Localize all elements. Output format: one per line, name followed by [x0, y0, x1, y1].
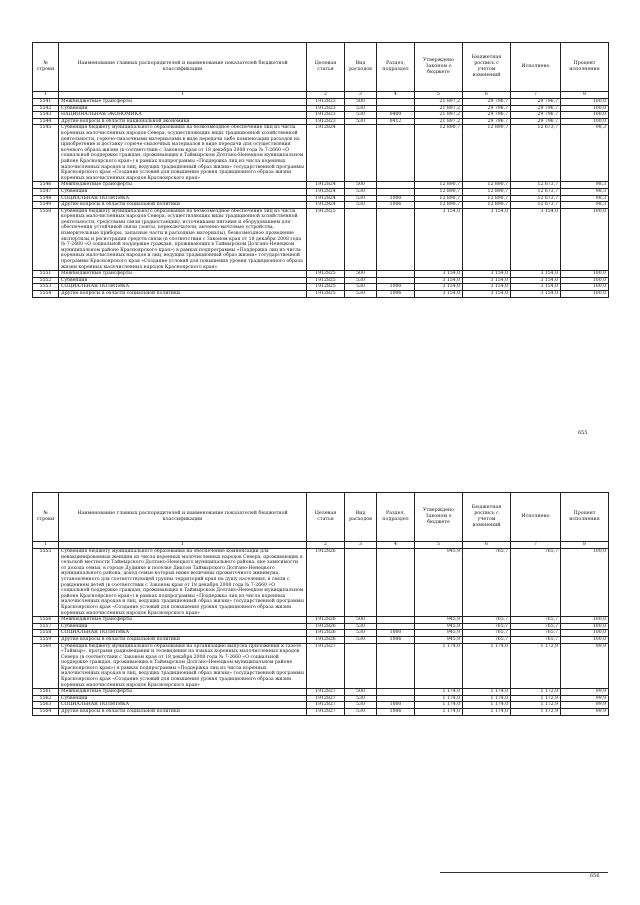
- cell-section: [377, 643, 415, 689]
- cell-name: Субвенция бюджету муниципального образования на безвозмездное обеспечение лиц из числа коренных малочисленных народов Севера, осуществляющих виды традиционной хозяйственной деятельности, средствами связи (радиостанции), источниками питания и оборудованием для обеспечения устойчивой связи (зонты, переключатели, антенно-мачтовые устройства, измерительные приборы, запасные части и расходные материалы), безвозмездное проведение экспертизы и регистрации средств связи (в соответствии с Законом края от 18 декабря 2008 года № 7-2660 «О социальной поддержке граждан, проживающих в Таймырском Долгано-Ненецком муниципальном районе Красноярского края») в рамках подпрограммы «Поддержка лиц из числа коренных малочисленных народов и лиц, ведущих традиционный образ жизни» государственной программы Красноярского края «Создание условий для повышения уровня традиционного образа жизни коренных малочисленных народов Красноярского края»: [59, 208, 307, 271]
- cell-target-article: 1912827: [307, 709, 345, 716]
- cell-executed: 765,7: [511, 623, 561, 630]
- page-number: 655: [578, 430, 588, 436]
- cell-section: 1000: [377, 195, 415, 202]
- cell-target-article: 1912827: [307, 702, 345, 709]
- cell-roster: 3 154,0: [463, 271, 511, 278]
- cell-approved: 945,9: [415, 630, 463, 637]
- header-num: № строки: [33, 493, 59, 542]
- cell-name: Другие вопросы в области социальной политики: [59, 709, 307, 716]
- cell-target-article: 1912823: [307, 105, 345, 112]
- cell-section: 1006: [377, 202, 415, 209]
- cell-percent: 100,0: [561, 277, 609, 284]
- header-percent: Процент исполнения: [561, 43, 609, 92]
- cell-roster: 765,7: [463, 617, 511, 624]
- cell-target-article: 1912824: [307, 182, 345, 189]
- cell-section: 1006: [377, 291, 415, 298]
- cell-approved: 21 897,2: [415, 105, 463, 112]
- cell-percent: 100,0: [561, 208, 609, 271]
- cell-expense-type: [345, 125, 377, 182]
- cell-executed: 3 154,0: [511, 271, 561, 278]
- cell-approved: 12 890,7: [415, 202, 463, 209]
- cell-executed: 12 673,7: [511, 195, 561, 202]
- cell-approved: 3 154,0: [415, 284, 463, 291]
- cell-percent: 98,3: [561, 188, 609, 195]
- cell-percent: 99,9: [561, 695, 609, 702]
- cell-name: Межбюджетные трансферты: [59, 689, 307, 696]
- cell-row-number: 5557: [33, 623, 59, 630]
- cell-expense-type: 530: [345, 202, 377, 209]
- column-number: 2: [307, 542, 345, 549]
- cell-executed: 1 172,9: [511, 643, 561, 689]
- cell-row-number: 5543: [33, 112, 59, 119]
- table-header-row: [33, 493, 609, 542]
- cell-target-article: 1912824: [307, 188, 345, 195]
- cell-executed: 3 154,0: [511, 277, 561, 284]
- cell-target-article: 1912827: [307, 643, 345, 689]
- table-row: [33, 709, 609, 716]
- cell-name: Субвенции: [59, 277, 307, 284]
- cell-name: Субвенции: [59, 105, 307, 112]
- cell-approved: 1 174,0: [415, 643, 463, 689]
- table-row: [33, 284, 609, 291]
- cell-section: [377, 689, 415, 696]
- cell-roster: 12 890,7: [463, 202, 511, 209]
- table-row: [33, 118, 609, 125]
- cell-row-number: 5541: [33, 99, 59, 106]
- cell-approved: 3 154,0: [415, 291, 463, 298]
- cell-executed: 765,7: [511, 549, 561, 617]
- cell-executed: 3 154,0: [511, 208, 561, 271]
- cell-roster: 1 174,0: [463, 709, 511, 716]
- cell-expense-type: 500: [345, 617, 377, 624]
- cell-expense-type: 500: [345, 689, 377, 696]
- cell-percent: 99,9: [561, 702, 609, 709]
- cell-section: [377, 182, 415, 189]
- cell-section: [377, 617, 415, 624]
- cell-name: СОЦИАЛЬНАЯ ПОЛИТИКА: [59, 630, 307, 637]
- cell-row-number: 5564: [33, 709, 59, 716]
- table-row: [33, 617, 609, 624]
- cell-executed: 765,7: [511, 636, 561, 643]
- table-row: [33, 105, 609, 112]
- cell-approved: 1 174,0: [415, 689, 463, 696]
- table-row: [33, 291, 609, 298]
- cell-section: 1000: [377, 630, 415, 637]
- cell-percent: 98,3: [561, 125, 609, 182]
- cell-percent: 98,3: [561, 202, 609, 209]
- table-row: [33, 202, 609, 209]
- table-header-row: [33, 43, 609, 92]
- column-number: 2: [307, 92, 345, 99]
- cell-expense-type: 530: [345, 105, 377, 112]
- cell-section: [377, 188, 415, 195]
- cell-row-number: 5560: [33, 643, 59, 689]
- column-number: 8: [561, 92, 609, 99]
- cell-target-article: 1912826: [307, 636, 345, 643]
- cell-roster: 12 890,7: [463, 195, 511, 202]
- cell-section: [377, 105, 415, 112]
- page-number: 656: [590, 873, 600, 879]
- cell-row-number: 5563: [33, 702, 59, 709]
- header-name: Наименование главных распорядителей и наименование показателей бюджетной классификации: [59, 493, 307, 542]
- column-number: 3: [345, 542, 377, 549]
- cell-executed: 3 154,0: [511, 291, 561, 298]
- cell-expense-type: 530: [345, 695, 377, 702]
- table-row: [33, 549, 609, 617]
- cell-row-number: 5545: [33, 125, 59, 182]
- column-number: 7: [511, 542, 561, 549]
- cell-target-article: 1912826: [307, 623, 345, 630]
- cell-executed: 1 172,9: [511, 702, 561, 709]
- cell-target-article: 1912823: [307, 99, 345, 106]
- cell-target-article: 1912825: [307, 291, 345, 298]
- cell-row-number: 5562: [33, 695, 59, 702]
- cell-name: Субвенции: [59, 623, 307, 630]
- cell-section: 1000: [377, 284, 415, 291]
- cell-name: НАЦИОНАЛЬНАЯ ЭКОНОМИКА: [59, 112, 307, 119]
- cell-row-number: 5551: [33, 271, 59, 278]
- header-roster: Бюджетная роспись с учетом изменений: [463, 493, 511, 542]
- cell-target-article: 1912824: [307, 195, 345, 202]
- cell-target-article: 1912827: [307, 689, 345, 696]
- cell-section: [377, 208, 415, 271]
- cell-section: 0400: [377, 112, 415, 119]
- cell-executed: 3 154,0: [511, 284, 561, 291]
- column-number-row: [33, 542, 609, 549]
- cell-executed: 12 673,7: [511, 202, 561, 209]
- cell-expense-type: 530: [345, 188, 377, 195]
- cell-executed: 1 172,9: [511, 689, 561, 696]
- cell-roster: 29 796,7: [463, 118, 511, 125]
- cell-target-article: 1912825: [307, 208, 345, 271]
- cell-row-number: 5553: [33, 284, 59, 291]
- cell-roster: 1 174,0: [463, 695, 511, 702]
- cell-row-number: 5558: [33, 630, 59, 637]
- header-approved: Утверждено Законом о бюджете: [415, 43, 463, 92]
- table-row: [33, 195, 609, 202]
- column-number: 5: [415, 542, 463, 549]
- cell-name: Межбюджетные трансферты: [59, 182, 307, 189]
- cell-expense-type: 530: [345, 636, 377, 643]
- cell-expense-type: 530: [345, 277, 377, 284]
- cell-expense-type: 530: [345, 112, 377, 119]
- header-target: Целевая статья: [307, 43, 345, 92]
- cell-name: Субвенции: [59, 695, 307, 702]
- cell-approved: 3 154,0: [415, 208, 463, 271]
- column-number: 4: [377, 542, 415, 549]
- cell-target-article: 1912827: [307, 695, 345, 702]
- cell-target-article: 1912825: [307, 284, 345, 291]
- table-row: [33, 271, 609, 278]
- cell-percent: 100,0: [561, 617, 609, 624]
- cell-executed: 765,7: [511, 630, 561, 637]
- header-section: Раздел, подраздел: [377, 43, 415, 92]
- cell-target-article: 1912825: [307, 271, 345, 278]
- cell-percent: 99,9: [561, 689, 609, 696]
- table-row: [33, 99, 609, 106]
- cell-expense-type: 530: [345, 284, 377, 291]
- cell-name: Межбюджетные трансферты: [59, 617, 307, 624]
- cell-row-number: 5546: [33, 182, 59, 189]
- table-row: [33, 623, 609, 630]
- cell-row-number: 5559: [33, 636, 59, 643]
- cell-approved: 21 897,2: [415, 112, 463, 119]
- cell-expense-type: 530: [345, 118, 377, 125]
- cell-executed: 29 796,7: [511, 118, 561, 125]
- table-row: [33, 695, 609, 702]
- cell-section: [377, 99, 415, 106]
- cell-section: [377, 695, 415, 702]
- cell-target-article: 1912823: [307, 112, 345, 119]
- cell-percent: 100,0: [561, 271, 609, 278]
- cell-target-article: 1912824: [307, 202, 345, 209]
- column-number: 1: [59, 92, 307, 99]
- cell-approved: 945,9: [415, 617, 463, 624]
- cell-row-number: 5549: [33, 202, 59, 209]
- column-number: 6: [463, 542, 511, 549]
- cell-executed: 29 796,7: [511, 99, 561, 106]
- cell-approved: 3 154,0: [415, 271, 463, 278]
- cell-percent: 100,0: [561, 284, 609, 291]
- cell-percent: 98,3: [561, 195, 609, 202]
- column-number-row: [33, 92, 609, 99]
- cell-executed: 1 172,9: [511, 709, 561, 716]
- cell-percent: 99,9: [561, 709, 609, 716]
- cell-expense-type: 530: [345, 702, 377, 709]
- column-number: 8: [561, 542, 609, 549]
- cell-row-number: 5554: [33, 291, 59, 298]
- cell-approved: 12 890,7: [415, 195, 463, 202]
- table-row: [33, 636, 609, 643]
- cell-name: Межбюджетные трансферты: [59, 99, 307, 106]
- cell-roster: 765,7: [463, 549, 511, 617]
- cell-roster: 12 890,7: [463, 188, 511, 195]
- table-row: [33, 208, 609, 271]
- header-roster: Бюджетная роспись с учетом изменений: [463, 43, 511, 92]
- cell-target-article: 1912825: [307, 277, 345, 284]
- cell-percent: 100,0: [561, 118, 609, 125]
- cell-approved: 1 174,0: [415, 695, 463, 702]
- cell-approved: 12 890,7: [415, 188, 463, 195]
- table-row: [33, 277, 609, 284]
- cell-executed: 29 796,7: [511, 105, 561, 112]
- footer-divider: [440, 872, 608, 873]
- cell-expense-type: 530: [345, 195, 377, 202]
- cell-row-number: 5555: [33, 549, 59, 617]
- header-type: Вид расходов: [345, 43, 377, 92]
- cell-section: [377, 271, 415, 278]
- budget-table-page-655: [32, 42, 609, 298]
- cell-executed: 12 673,7: [511, 188, 561, 195]
- cell-expense-type: 530: [345, 291, 377, 298]
- table-row: [33, 188, 609, 195]
- cell-name: Субвенция бюджету муниципального образования на организацию выпуска приложения к газете «Таймыр», программ радиовещания и телевидения на языках коренных малочисленных народов Севера (в соответствии с Законом края от 18 декабря 2008 года № 7-2660 «О социальной поддержке граждан, проживающих в Таймырском Долгано-Ненецком муниципальном районе Красноярского края») в рамках подпрограммы «Поддержка лиц из числа коренных малочисленных народов и лиц, ведущих традиционный образ жизни» государственной программы Красноярского края «Создание условий для повышения уровня традиционного образа жизни коренных малочисленных народов Красноярского края»: [59, 643, 307, 689]
- cell-row-number: 5556: [33, 617, 59, 624]
- cell-target-article: 1912824: [307, 125, 345, 182]
- cell-percent: 100,0: [561, 105, 609, 112]
- cell-roster: 765,7: [463, 636, 511, 643]
- header-percent: Процент исполнения: [561, 493, 609, 542]
- cell-target-article: 1912826: [307, 617, 345, 624]
- cell-name: Другие вопросы в области национальной экономики: [59, 118, 307, 125]
- cell-expense-type: 530: [345, 623, 377, 630]
- cell-roster: 12 890,7: [463, 182, 511, 189]
- cell-section: [377, 549, 415, 617]
- cell-roster: 1 174,0: [463, 689, 511, 696]
- table-row: [33, 702, 609, 709]
- table-row: [33, 112, 609, 119]
- cell-percent: 100,0: [561, 630, 609, 637]
- header-target: Целевая статья: [307, 493, 345, 542]
- column-number: 4: [377, 92, 415, 99]
- cell-name: Субвенция бюджету муниципального образования на безвозмездное обеспечение лиц из числа коренных малочисленных народов Севера, осуществляющих виды традиционной хозяйственной деятельности, горюче-смазочными материалами в виде передачи либо компенсации расходов на приобретение и доставку горюче-смазочных материалов в виде передачи для осуществления кочевого образа жизни (в соответствии с Законом края от 18 декабря 2008 года № 7-2660 «О социальной поддержке граждан, проживающих в Таймырском Долгано-Ненецком муниципальном районе Красноярского края») в рамках подпрограммы «Поддержка лиц из числа коренных малочисленных народов и лиц, ведущих традиционный образ жизни» государственной программы Красноярского края «Создание условий для повышения уровня традиционного образа жизни коренных малочисленных народов Красноярского края»: [59, 125, 307, 182]
- table-row: [33, 125, 609, 182]
- header-executed: Исполнено: [511, 493, 561, 542]
- column-number: 1: [59, 542, 307, 549]
- cell-section: 1006: [377, 636, 415, 643]
- cell-approved: 12 890,7: [415, 125, 463, 182]
- table-row: [33, 643, 609, 689]
- cell-name: СОЦИАЛЬНАЯ ПОЛИТИКА: [59, 284, 307, 291]
- cell-name: Другие вопросы в области социальной политики: [59, 202, 307, 209]
- cell-name: СОЦИАЛЬНАЯ ПОЛИТИКА: [59, 195, 307, 202]
- cell-section: [377, 623, 415, 630]
- budget-table-page-656: [32, 492, 609, 716]
- cell-approved: 3 154,0: [415, 277, 463, 284]
- header-name: Наименование главных распорядителей и наименование показателей бюджетной классификации: [59, 43, 307, 92]
- cell-approved: 12 890,7: [415, 182, 463, 189]
- cell-expense-type: 500: [345, 99, 377, 106]
- cell-approved: 21 897,2: [415, 118, 463, 125]
- cell-roster: 3 154,0: [463, 291, 511, 298]
- cell-target-article: 1912826: [307, 549, 345, 617]
- header-executed: Исполнено: [511, 43, 561, 92]
- cell-roster: 12 890,7: [463, 125, 511, 182]
- cell-name: Другие вопросы в области социальной политики: [59, 636, 307, 643]
- cell-executed: 12 673,7: [511, 182, 561, 189]
- cell-name: Другие вопросы в области социальной политики: [59, 291, 307, 298]
- cell-percent: 99,9: [561, 643, 609, 689]
- cell-expense-type: 500: [345, 182, 377, 189]
- cell-approved: 945,9: [415, 549, 463, 617]
- cell-percent: 100,0: [561, 623, 609, 630]
- cell-name: Субвенция бюджету муниципального образования на обеспечение компенсации для невакцинированных женщин из числа коренных малочисленных народов Севера, проживающих в сельской местности Таймырского Долгано-Ненецкого муниципального района, вне зависимости от дохода семьи, в городе Дудинке и поселке Диксон Таймырского Долгано-Ненецкого муниципального района, доход семьи которых ниже величины прожиточного минимума, установленного для соответствующей группы территорий края на душу населения, в связи с рождением детей (в соответствии с Законом края от 18 декабря 2008 года № 7-2660 «О социальной поддержке граждан, проживающих в Таймырском Долгано-Ненецком муниципальном районе Красноярского края») в рамках подпрограммы «Поддержка лиц из числа коренных малочисленных народов и лиц, ведущих традиционный образ жизни» государственной программы Красноярского края «Создание условий для повышения уровня традиционного образа жизни коренных малочисленных народов Красноярского края»: [59, 549, 307, 617]
- header-section: Раздел, подраздел: [377, 493, 415, 542]
- cell-section: 1000: [377, 702, 415, 709]
- cell-expense-type: [345, 549, 377, 617]
- cell-roster: 765,7: [463, 630, 511, 637]
- cell-roster: 3 154,0: [463, 277, 511, 284]
- column-number: 5: [415, 92, 463, 99]
- header-approved: Утверждено Законом о бюджете: [415, 493, 463, 542]
- cell-expense-type: 530: [345, 630, 377, 637]
- cell-approved: 945,9: [415, 623, 463, 630]
- cell-section: 1006: [377, 709, 415, 716]
- cell-percent: 100,0: [561, 291, 609, 298]
- cell-executed: 29 796,7: [511, 112, 561, 119]
- cell-expense-type: [345, 208, 377, 271]
- cell-approved: 1 174,0: [415, 702, 463, 709]
- cell-section: 0412: [377, 118, 415, 125]
- cell-row-number: 5552: [33, 277, 59, 284]
- column-number: 7: [511, 92, 561, 99]
- cell-name: Субвенции: [59, 188, 307, 195]
- cell-roster: 1 174,0: [463, 643, 511, 689]
- cell-percent: 98,3: [561, 182, 609, 189]
- cell-roster: 3 154,0: [463, 208, 511, 271]
- cell-percent: 100,0: [561, 112, 609, 119]
- cell-approved: 21 897,2: [415, 99, 463, 106]
- cell-executed: 765,7: [511, 617, 561, 624]
- cell-roster: 29 796,7: [463, 105, 511, 112]
- table-row: [33, 630, 609, 637]
- cell-percent: 100,0: [561, 636, 609, 643]
- cell-expense-type: 500: [345, 271, 377, 278]
- cell-executed: 12 673,7: [511, 125, 561, 182]
- cell-row-number: 5547: [33, 188, 59, 195]
- cell-percent: 100,0: [561, 549, 609, 617]
- table-row: [33, 689, 609, 696]
- cell-target-article: 1912823: [307, 118, 345, 125]
- cell-percent: 100,0: [561, 99, 609, 106]
- cell-roster: 29 796,7: [463, 112, 511, 119]
- cell-roster: 3 154,0: [463, 284, 511, 291]
- cell-name: Межбюджетные трансферты: [59, 271, 307, 278]
- column-number: 1: [33, 542, 59, 549]
- cell-expense-type: 530: [345, 709, 377, 716]
- cell-roster: 29 796,7: [463, 99, 511, 106]
- cell-row-number: 5542: [33, 105, 59, 112]
- cell-row-number: 5544: [33, 118, 59, 125]
- cell-approved: 1 174,0: [415, 709, 463, 716]
- cell-row-number: 5561: [33, 689, 59, 696]
- column-number: 3: [345, 92, 377, 99]
- cell-target-article: 1912826: [307, 630, 345, 637]
- header-num: № строки: [33, 43, 59, 92]
- cell-expense-type: [345, 643, 377, 689]
- header-type: Вид расходов: [345, 493, 377, 542]
- cell-section: [377, 125, 415, 182]
- table-row: [33, 182, 609, 189]
- cell-approved: 945,9: [415, 636, 463, 643]
- column-number: 1: [33, 92, 59, 99]
- cell-executed: 1 172,9: [511, 695, 561, 702]
- cell-name: СОЦИАЛЬНАЯ ПОЛИТИКА: [59, 702, 307, 709]
- cell-row-number: 5550: [33, 208, 59, 271]
- column-number: 6: [463, 92, 511, 99]
- cell-row-number: 5548: [33, 195, 59, 202]
- cell-section: [377, 277, 415, 284]
- cell-roster: 765,7: [463, 623, 511, 630]
- cell-roster: 1 174,0: [463, 702, 511, 709]
